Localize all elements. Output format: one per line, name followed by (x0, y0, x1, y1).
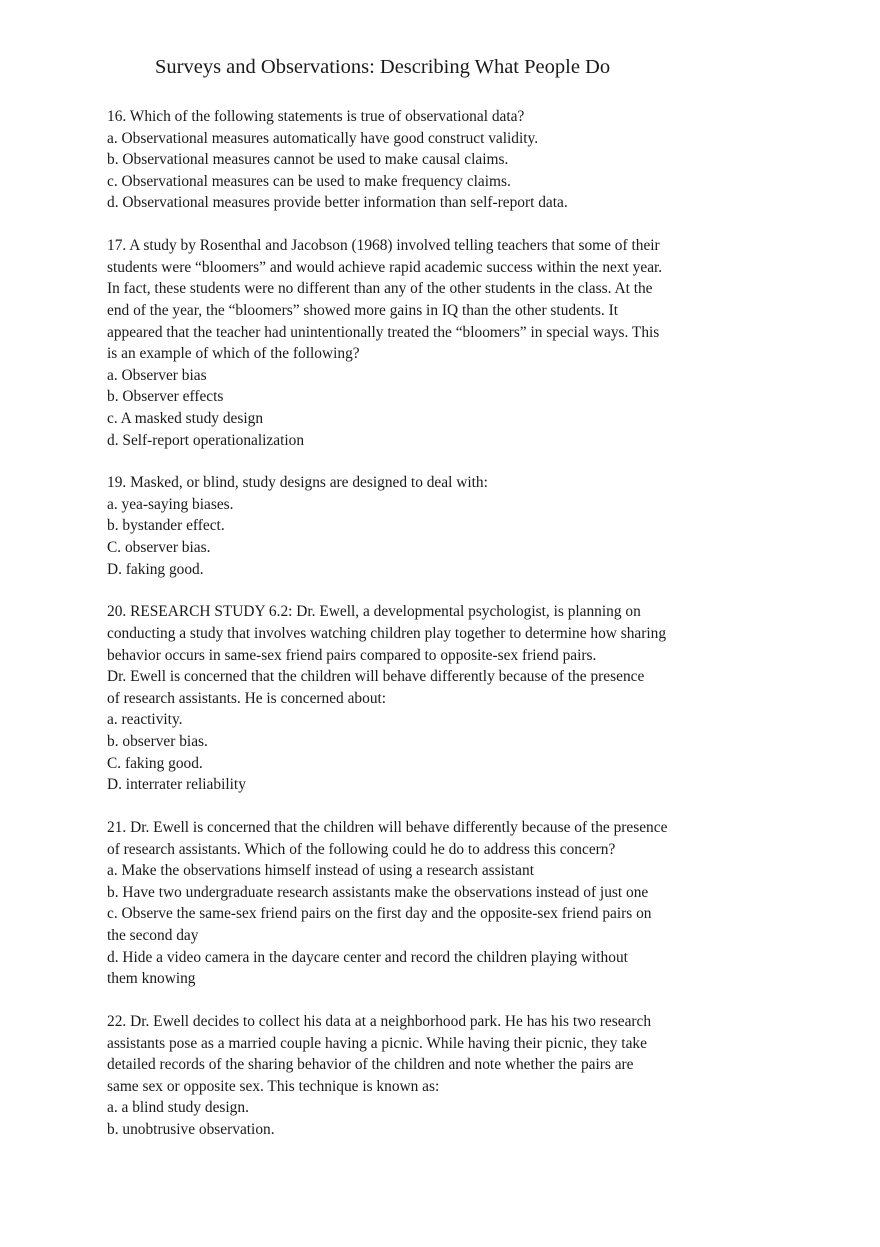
question-text-line: 20. RESEARCH STUDY 6.2: Dr. Ewell, a developmental psychologist, is planning on (107, 603, 641, 621)
question-text-line: of research assistants. Which of the following could he do to address this concern? (107, 840, 616, 858)
question-block (107, 106, 727, 214)
answer-option: D. faking good. (107, 560, 204, 578)
answer-option: a. Make the observations himself instead of using a research assistant (107, 862, 534, 880)
answer-option: b. Observer effects (107, 388, 224, 406)
question-text-line: assistants pose as a married couple having a picnic. While having their picnic, they take (107, 1034, 647, 1052)
question-text-line: of research assistants. He is concerned about: (107, 689, 387, 707)
answer-option: them knowing (107, 970, 196, 988)
answer-option: b. bystander effect. (107, 517, 225, 535)
question-text-line: In fact, these students were no different than any of the other students in the class. At the (107, 280, 653, 298)
answer-option: a. reactivity. (107, 711, 183, 729)
answer-option: C. observer bias. (107, 539, 211, 557)
question-text-line: Dr. Ewell is concerned that the children will behave differently because of the presence (107, 668, 645, 686)
question-list (107, 106, 727, 1162)
question-text-line: 19. Masked, or blind, study designs are designed to deal with: (107, 474, 488, 492)
answer-option: a. Observational measures automatically have good construct validity. (107, 129, 539, 147)
question-text-line: 16. Which of the following statements is true of observational data? (107, 108, 525, 125)
question-text-line: 22. Dr. Ewell decides to collect his data at a neighborhood park. He has his two research (107, 1012, 652, 1030)
question-text-line: students were “bloomers” and would achieve rapid academic success within the next year. (107, 258, 663, 276)
answer-option: a. Observer bias (107, 366, 207, 384)
question-block (107, 817, 727, 990)
question-text-line: appeared that the teacher had unintentionally treated the “bloomers” in special ways. This (107, 323, 660, 341)
answer-option: c. Observational measures can be used to make frequency claims. (107, 172, 511, 190)
question-block (107, 472, 727, 580)
question-text-line: conducting a study that involves watching children play together to determine how sharing (107, 625, 667, 643)
question-text-line: detailed records of the sharing behavior of the children and note whether the pairs are (107, 1056, 634, 1074)
answer-option: a. a blind study design. (107, 1099, 249, 1117)
question-text-line: end of the year, the “bloomers” showed more gains in IQ than the other students. It (107, 301, 618, 319)
question-block (107, 601, 727, 795)
answer-option: c. A masked study design (107, 409, 264, 427)
answer-option: C. faking good. (107, 754, 203, 772)
answer-option: c. Observe the same-sex friend pairs on the first day and the opposite-sex friend pairs on (107, 905, 652, 923)
answer-option: a. yea-saying biases. (107, 495, 234, 513)
answer-option: d. Observational measures provide better information than self-report data. (107, 194, 568, 212)
answer-option: d. Self-report operationalization (107, 431, 305, 449)
question-text-line: 21. Dr. Ewell is concerned that the children will behave differently because of the presence (107, 818, 668, 836)
question-block (107, 1011, 727, 1141)
answer-option: b. Observational measures cannot be used to make causal claims. (107, 151, 509, 169)
answer-option: b. unobtrusive observation. (107, 1120, 275, 1138)
answer-option: D. interrater reliability (107, 776, 246, 794)
question-text-line: behavior occurs in same-sex friend pairs compared to opposite-sex friend pairs. (107, 646, 597, 664)
answer-option: d. Hide a video camera in the daycare center and record the children playing without (107, 948, 628, 966)
question-text-line: is an example of which of the following? (107, 345, 360, 363)
question-text-line: same sex or opposite sex. This technique is known as: (107, 1077, 440, 1095)
answer-option: the second day (107, 926, 199, 944)
question-block (107, 235, 727, 451)
question-text-line: 17. A study by Rosenthal and Jacobson (1968) involved telling teachers that some of their (107, 237, 660, 255)
answer-option: b. observer bias. (107, 733, 208, 750)
page-title: Surveys and Observations: Describing What People Do (155, 56, 611, 78)
answer-option: b. Have two undergraduate research assistants make the observations instead of just one (107, 883, 649, 901)
